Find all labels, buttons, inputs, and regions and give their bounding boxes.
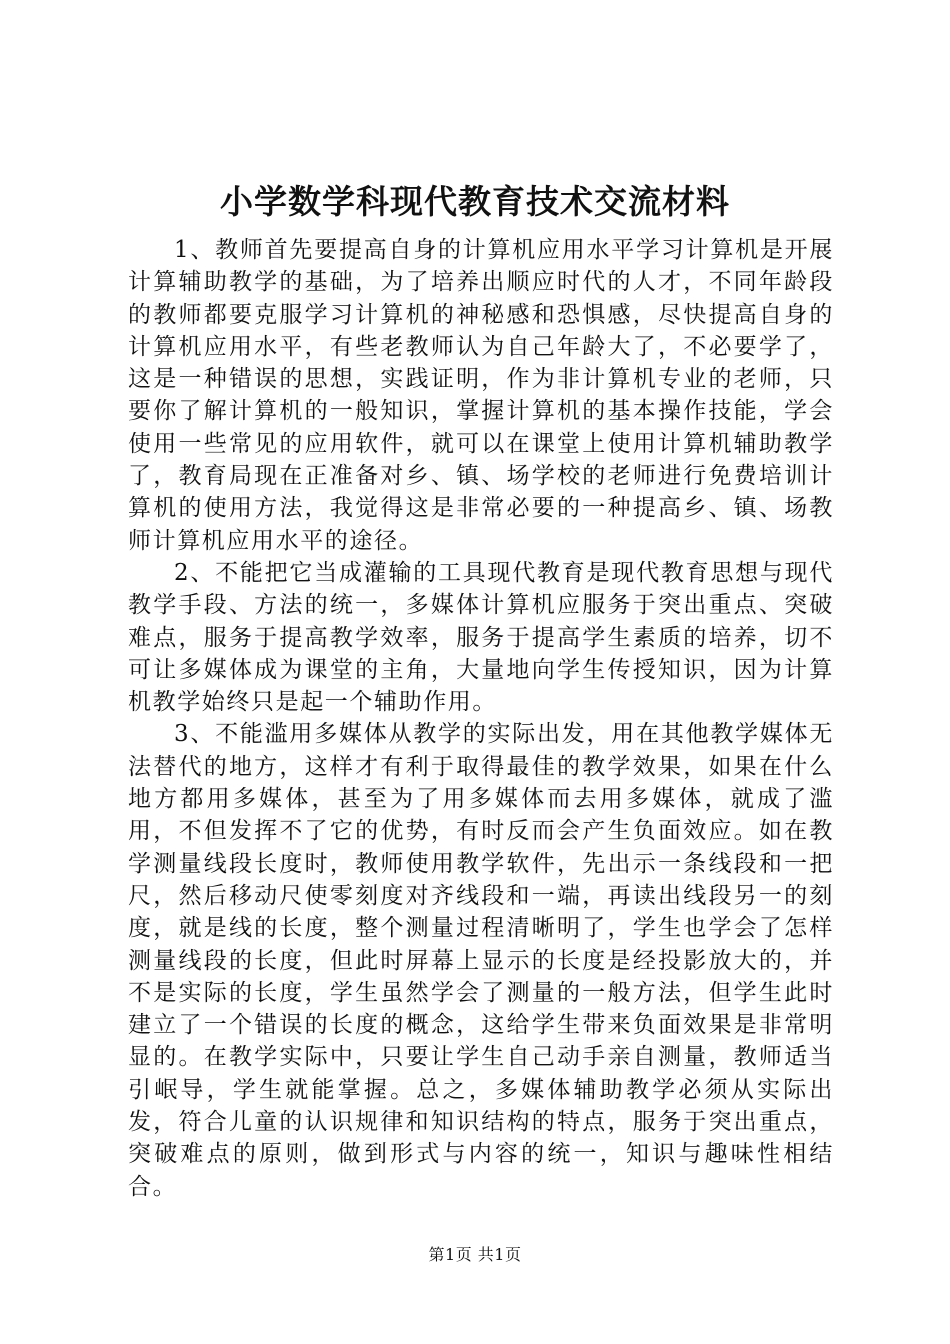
paragraph-2: 2、不能把它当成灌输的工具现代教育是现代教育思想与现代教学手段、方法的统一，多媒体计算机应服务于突出重点、突破难点，服务于提高教学效率，服务于提高学生素质的培养，切不可让多媒体成为课堂的主角，大量地向学生传授知识，因为计算机教学始终只是起一个辅助作用。 <box>128 559 834 716</box>
paragraph-1: 1、教师首先要提高自身的计算机应用水平学习计算机是开展计算辅助教学的基础，为了培养出顺应时代的人才，不同年龄段的教师都要克服学习计算机的神秘感和恐惧感，尽快提高自身的计算机应用水平，有些老教师认为自己年龄大了，不必要学了，这是一种错误的思想，实践证明，作为非计算机专业的老师，只要你了解计算机的一般知识，掌握计算机的基本操作技能，学会使用一些常见的应用软件，就可以在课堂上使用计算机辅助教学了，教育局现在正准备对乡、镇、场学校的老师进行免费培训计算机的使用方法，我觉得这是非常必要的一种提高乡、镇、场教师计算机应用水平的途径。 <box>128 237 834 554</box>
page-footer: 第1页 共1页 <box>428 1245 522 1264</box>
document-title: 小学数学科现代教育技术交流材料 <box>220 182 730 221</box>
paragraph-3: 3、不能滥用多媒体从教学的实际出发，用在其他教学媒体无法替代的地方，这样才有利于取得最佳的教学效果，如果在什么地方都用多媒体，甚至为了用多媒体而去用多媒体，就成了滥用，不但发挥不了它的优势，有时反而会产生负面效应。如在教学测量线段长度时，教师使用教学软件，先出示一条线段和一把尺，然后移动尺使零刻度对齐线段和一端，再读出线段另一的刻度，就是线的长度，整个测量过程清晰明了，学生也学会了怎样测量线段的长度，但此时屏幕上显示的长度是经投影放大的，并不是实际的长度，学生虽然学会了测量的一般方法，但学生此时建立了一个错误的长度的概念，这给学生带来负面效果是非常明显的。在教学实际中，只要让学生自己动手亲自测量，教师适当引岷导，学生就能掌握。总之，多媒体辅助教学必须从实际出发，符合儿童的认识规律和知识结构的特点，服务于突出重点，突破难点的原则，做到形式与内容的统一，知识与趣味性相结合。 <box>128 721 834 1200</box>
document-body <box>128 234 834 1203</box>
